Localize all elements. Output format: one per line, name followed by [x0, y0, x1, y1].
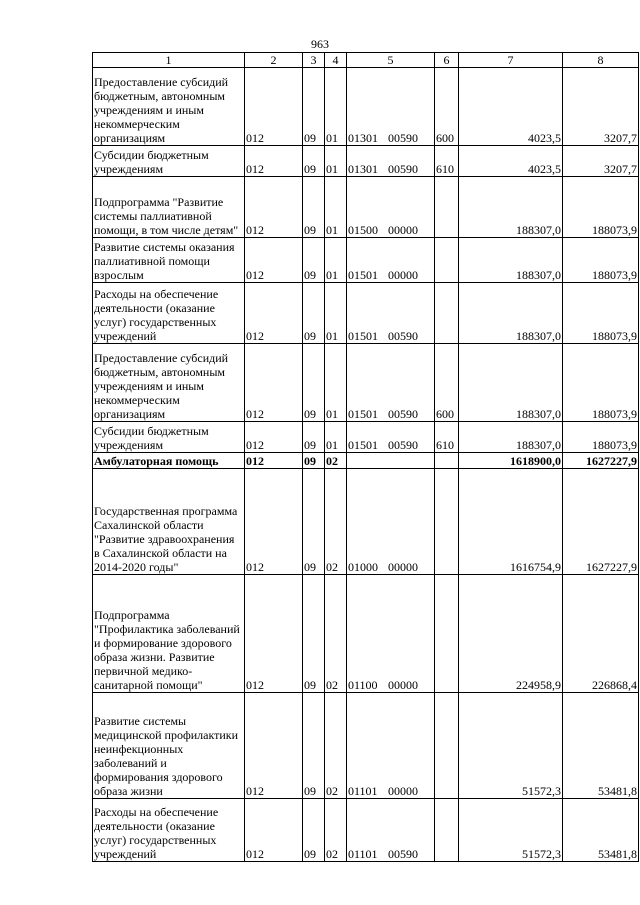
ministry-code-cell: 012	[245, 469, 303, 575]
section-code-cell: 09	[303, 422, 325, 453]
row-name-cell: Предоставление субсидий бюджетным, автономным учреждениям и иным некоммерческим организациям	[93, 68, 245, 146]
table-row	[93, 422, 639, 453]
row-name-cell: Расходы на обеспечение деятельности (оказание услуг) государственных учреждений	[93, 283, 245, 344]
column-number: 7	[459, 53, 563, 68]
ministry-code-cell: 012	[245, 68, 303, 146]
row-name-cell: Амбулаторная помощь	[93, 453, 245, 469]
expense-type-cell	[435, 453, 459, 469]
target-article-cell	[347, 344, 435, 422]
subsection-code-cell: 01	[325, 68, 347, 146]
amount-year2-cell: 1627227,9	[563, 453, 639, 469]
column-number: 1	[93, 53, 245, 68]
section-code-cell: 09	[303, 693, 325, 799]
target-article-cell	[347, 469, 435, 575]
target-article-code-part1: 01100	[348, 678, 378, 692]
target-article-cell	[347, 283, 435, 344]
amount-year2-cell: 188073,9	[563, 422, 639, 453]
expense-type-cell: 600	[435, 68, 459, 146]
target-article-code-part1: 01501	[348, 329, 378, 343]
target-article-code-part2: 00000	[388, 560, 418, 574]
target-article-cell	[347, 575, 435, 693]
section-code-cell: 09	[303, 799, 325, 862]
table-row	[93, 575, 639, 693]
section-code-cell: 09	[303, 469, 325, 575]
target-article-cell	[347, 146, 435, 177]
row-name-cell: Подпрограмма "Профилактика заболеваний и формирование здорового образа жизни. Развитие первичной медико-санитарной помощи"	[93, 575, 245, 693]
subsection-code-cell: 01	[325, 283, 347, 344]
page-number: 963	[311, 37, 329, 51]
amount-year1-cell: 51572,3	[459, 799, 563, 862]
section-code-cell: 09	[303, 344, 325, 422]
subsection-code-cell: 02	[325, 575, 347, 693]
target-article-code-part1: 01101	[348, 784, 378, 798]
budget-table-body	[93, 53, 639, 862]
target-article-code-part1: 01500	[348, 223, 378, 237]
amount-year2-cell: 188073,9	[563, 344, 639, 422]
subsection-code-cell: 02	[325, 453, 347, 469]
target-article-cell	[347, 238, 435, 283]
target-article-code-part2: 00590	[388, 438, 418, 452]
target-article-code-part2: 00590	[388, 407, 418, 421]
target-article-code-part2: 00000	[388, 784, 418, 798]
section-code-cell: 09	[303, 238, 325, 283]
ministry-code-cell: 012	[245, 146, 303, 177]
target-article-code-part1: 01301	[348, 162, 378, 176]
amount-year2-cell: 53481,8	[563, 799, 639, 862]
amount-year2-cell: 3207,7	[563, 146, 639, 177]
row-name-cell: Расходы на обеспечение деятельности (оказание услуг) государственных учреждений	[93, 799, 245, 862]
row-name-cell: Развитие системы медицинской профилактики неинфекционных заболеваний и формирования здорового образа жизни	[93, 693, 245, 799]
expense-type-cell: 600	[435, 344, 459, 422]
ministry-code-cell: 012	[245, 799, 303, 862]
row-name-cell: Предоставление субсидий бюджетным, автономным учреждениям и иным некоммерческим организациям	[93, 344, 245, 422]
section-code-cell: 09	[303, 453, 325, 469]
target-article-code-part1: 01501	[348, 438, 378, 452]
subsection-code-cell: 01	[325, 177, 347, 238]
target-article-code-part1: 01301	[348, 131, 378, 145]
target-article-code-part1: 01101	[348, 847, 378, 861]
table-row	[93, 238, 639, 283]
target-article-code-part2: 00000	[388, 678, 418, 692]
ministry-code-cell: 012	[245, 283, 303, 344]
table-row	[93, 344, 639, 422]
expense-type-cell	[435, 283, 459, 344]
amount-year1-cell: 188307,0	[459, 177, 563, 238]
amount-year2-cell: 53481,8	[563, 693, 639, 799]
ministry-code-cell: 012	[245, 238, 303, 283]
amount-year2-cell: 1627227,9	[563, 469, 639, 575]
expense-type-cell: 610	[435, 422, 459, 453]
table-row	[93, 146, 639, 177]
row-name-cell: Субсидии бюджетным учреждениям	[93, 422, 245, 453]
column-number-row	[93, 53, 639, 68]
table-row	[93, 469, 639, 575]
table-row	[93, 283, 639, 344]
target-article-code-part2: 00000	[388, 223, 418, 237]
amount-year2-cell: 3207,7	[563, 68, 639, 146]
expense-type-cell	[435, 177, 459, 238]
subsection-code-cell: 01	[325, 422, 347, 453]
expense-type-cell	[435, 799, 459, 862]
target-article-cell	[347, 68, 435, 146]
table-row	[93, 453, 639, 469]
column-number: 3	[303, 53, 325, 68]
amount-year1-cell: 4023,5	[459, 68, 563, 146]
section-code-cell: 09	[303, 146, 325, 177]
amount-year1-cell: 188307,0	[459, 238, 563, 283]
column-number: 2	[245, 53, 303, 68]
table-row	[93, 693, 639, 799]
row-name-cell: Подпрограмма "Развитие системы паллиативной помощи, в том числе детям"	[93, 177, 245, 238]
table-row	[93, 177, 639, 238]
amount-year1-cell: 1618900,0	[459, 453, 563, 469]
ministry-code-cell: 012	[245, 177, 303, 238]
subsection-code-cell: 02	[325, 693, 347, 799]
table-row	[93, 799, 639, 862]
ministry-code-cell: 012	[245, 422, 303, 453]
row-name-cell: Государственная программа Сахалинской области "Развитие здравоохранения в Сахалинской области на 2014-2020 годы"	[93, 469, 245, 575]
amount-year1-cell: 188307,0	[459, 283, 563, 344]
subsection-code-cell: 02	[325, 469, 347, 575]
target-article-code-part2: 00590	[388, 847, 418, 861]
column-number: 8	[563, 53, 639, 68]
target-article-code-part1: 01501	[348, 407, 378, 421]
target-article-code-part2: 00590	[388, 329, 418, 343]
budget-table	[92, 52, 639, 862]
target-article-code-part1: 01000	[348, 560, 378, 574]
expense-type-cell	[435, 575, 459, 693]
subsection-code-cell: 02	[325, 799, 347, 862]
amount-year1-cell: 224958,9	[459, 575, 563, 693]
section-code-cell: 09	[303, 68, 325, 146]
target-article-cell	[347, 177, 435, 238]
amount-year1-cell: 51572,3	[459, 693, 563, 799]
ministry-code-cell: 012	[245, 453, 303, 469]
amount-year2-cell: 188073,9	[563, 283, 639, 344]
expense-type-cell: 610	[435, 146, 459, 177]
amount-year2-cell: 188073,9	[563, 177, 639, 238]
expense-type-cell	[435, 469, 459, 575]
target-article-code-part2: 00590	[388, 131, 418, 145]
section-code-cell: 09	[303, 177, 325, 238]
ministry-code-cell: 012	[245, 344, 303, 422]
subsection-code-cell: 01	[325, 146, 347, 177]
ministry-code-cell: 012	[245, 693, 303, 799]
amount-year2-cell: 226868,4	[563, 575, 639, 693]
target-article-code-part2: 00000	[388, 268, 418, 282]
target-article-cell	[347, 799, 435, 862]
target-article-cell	[347, 453, 435, 469]
amount-year1-cell: 188307,0	[459, 422, 563, 453]
section-code-cell: 09	[303, 283, 325, 344]
column-number: 4	[325, 53, 347, 68]
amount-year2-cell: 188073,9	[563, 238, 639, 283]
expense-type-cell	[435, 238, 459, 283]
subsection-code-cell: 01	[325, 238, 347, 283]
target-article-code-part1: 01501	[348, 268, 378, 282]
ministry-code-cell: 012	[245, 575, 303, 693]
expense-type-cell	[435, 693, 459, 799]
column-number: 5	[347, 53, 435, 68]
target-article-code-part2: 00590	[388, 162, 418, 176]
row-name-cell: Субсидии бюджетным учреждениям	[93, 146, 245, 177]
amount-year1-cell: 188307,0	[459, 344, 563, 422]
target-article-cell	[347, 422, 435, 453]
amount-year1-cell: 1616754,9	[459, 469, 563, 575]
column-number: 6	[435, 53, 459, 68]
row-name-cell: Развитие системы оказания паллиативной помощи взрослым	[93, 238, 245, 283]
target-article-cell	[347, 693, 435, 799]
amount-year1-cell: 4023,5	[459, 146, 563, 177]
table-row	[93, 68, 639, 146]
section-code-cell: 09	[303, 575, 325, 693]
subsection-code-cell: 01	[325, 344, 347, 422]
